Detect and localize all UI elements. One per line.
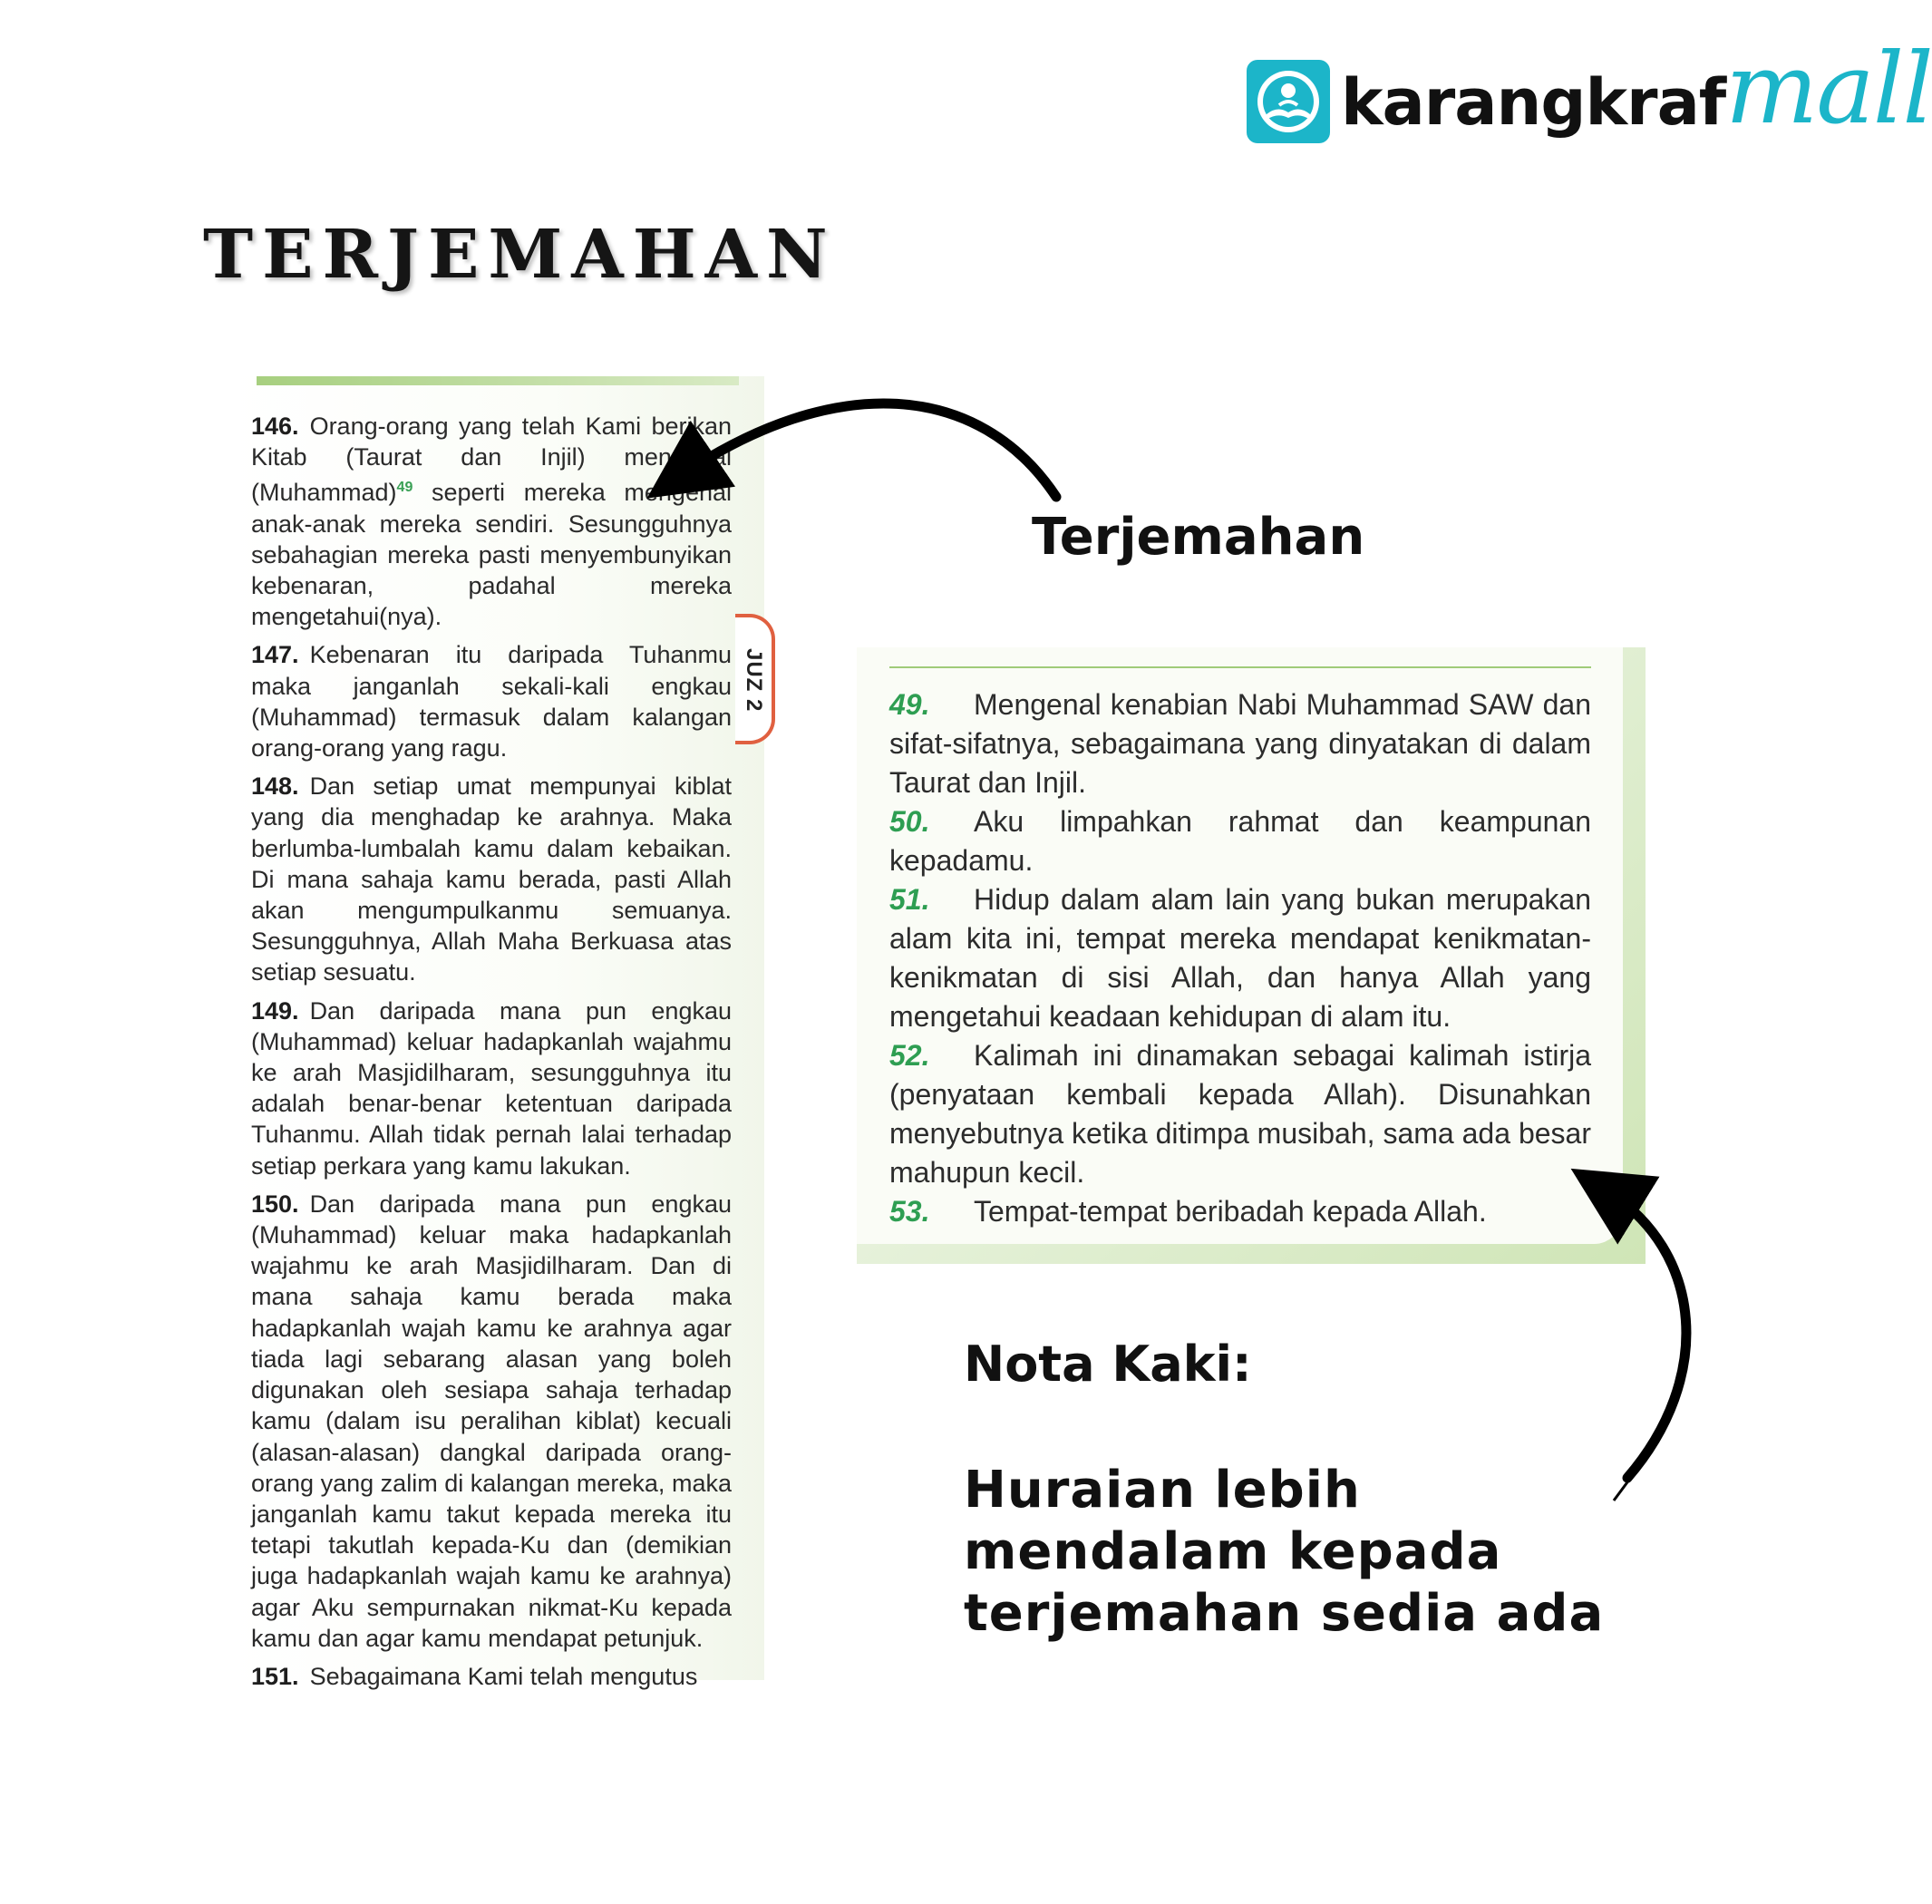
footnote-number: 53. (889, 1195, 930, 1228)
verse-text: Dan daripada mana pun engkau (Muhammad) keluar maka hadapkanlah wajahmu ke arah Masjidilharam. Dan di mana sahaja kamu berada maka hadapkanlah wajah kamu ke arahnya agar tiada lagi sebarang alasan yang boleh digunakan oleh sesiapa sahaja terhadap kamu (dalam isu peralihan kiblat) kecuali (alasan-alasan) dangkal daripada orang-orang yang zalim di kalangan mereka, maka janganlah kamu takut kepada mereka itu tetapi takutlah kepada-Ku dan (demikian juga hadapkanlah wajah kamu ke arahnya) agar Aku sempurnakan nikmat-Ku kepada kamu dan agar kamu mendapat petunjuk. (251, 1190, 732, 1652)
verse-number: 151. (251, 1662, 299, 1690)
verse-number: 149. (251, 996, 299, 1025)
footnote-51 (889, 880, 1591, 1036)
footnote-text: Hidup dalam alam lain yang bukan merupakan alam kita ini, tempat mereka mendapat kenikmatan-kenikmatan di sisi Allah, dan hanya Allah yang mengetahui keadaan kehidupan di alam itu. (889, 883, 1591, 1033)
reader-book-icon (1247, 60, 1330, 143)
verse-text: Orang-orang yang telah Kami berikan Kitab (Taurat dan Injil) mengenal (Muhammad) (251, 413, 732, 507)
verse-text: Dan setiap umat mempunyai kiblat yang dia menghadap ke arahnya. Maka berlumba-lumbalah kamu dalam kebaikan. Di mana sahaja kamu berada, pasti Allah akan mengumpulkanmu semuanya. Sesungguhnya, Allah Maha Berkuasa atas setiap sesuatu. (251, 772, 732, 986)
verse-150 (251, 1189, 732, 1654)
brand-wordmark: karangkraf (1341, 65, 1726, 140)
footnote-ref: 49 (396, 480, 413, 496)
verse-text: Dan daripada mana pun engkau (Muhammad) keluar hadapkanlah wajahmu ke arah Masjidilharam, sesungguhnya itu adalah benar-benar ketentuan daripada Tuhanmu. Allah tidak pernah lalai terhadap setiap perkara yang kamu lakukan. (251, 996, 732, 1180)
verse-number: 148. (251, 772, 299, 801)
verse-text: Kebenaran itu daripada Tuhanmu maka janganlah sekali-kali engkau (Muhammad) termasuk dalam kalangan orang-orang yang ragu. (251, 641, 732, 763)
footnote-53 (889, 1192, 1591, 1231)
page-top-bar (257, 376, 739, 385)
brand-logo (1247, 33, 1932, 165)
footnote-number: 49. (889, 688, 930, 721)
callout-terjemahan: Terjemahan (1032, 508, 1365, 567)
verse-number: 150. (251, 1190, 299, 1218)
verse-146 (251, 411, 732, 632)
footnote-panel (857, 647, 1646, 1264)
translation-page-excerpt (229, 376, 766, 1690)
juz-tab (735, 614, 775, 744)
footnote-50 (889, 802, 1591, 880)
page-title: TERJEMAHAN (203, 216, 837, 294)
verse-147 (251, 639, 732, 763)
verse-number: 147. (251, 641, 299, 669)
callout-nota-kaki: Nota Kaki: (964, 1336, 1252, 1393)
verse-text: Sebagaimana Kami telah mengutus (309, 1662, 698, 1690)
footnote-text: Tempat-tempat beribadah kepada Allah. (974, 1195, 1487, 1228)
footnote-text: Kalimah ini dinamakan sebagai kalimah istirja (penyataan kembali kepada Allah). Disunahkan menyebutnya ketika ditimpa musibah, sama ada besar mahupun kecil. (889, 1039, 1591, 1189)
footnote-number: 52. (889, 1039, 930, 1072)
footnote-number: 50. (889, 805, 930, 838)
footnote-divider (889, 666, 1591, 668)
verse-151 (251, 1661, 732, 1692)
verse-149 (251, 996, 732, 1181)
footnote-card (857, 647, 1623, 1244)
verse-number: 146. (251, 413, 299, 440)
footnote-52 (889, 1036, 1591, 1192)
callout-description: Huraian lebih mendalam kepada terjemahan sedia ada (964, 1461, 1605, 1643)
verse-148 (251, 771, 732, 987)
verse-list (251, 411, 732, 1699)
brand-accent-word: mall (1725, 33, 1932, 146)
footnote-list (889, 685, 1591, 1231)
footnote-49 (889, 685, 1591, 802)
footnote-text: Mengenal kenabian Nabi Muhammad SAW dan sifat-sifatnya, sebagaimana yang dinyatakan di dalam Taurat dan Injil. (889, 688, 1591, 799)
juz-label: JUZ 2 (742, 647, 766, 713)
footnote-number: 51. (889, 883, 930, 916)
verse-text-continued: seperti mereka mengenal anak-anak mereka sendiri. Sesungguhnya sebahagian mereka pasti menyembunyikan kebenaran, padahal mereka mengetahui(nya). (251, 479, 732, 631)
footnote-text: Aku limpahkan rahmat dan keampunan kepadamu. (889, 805, 1591, 877)
